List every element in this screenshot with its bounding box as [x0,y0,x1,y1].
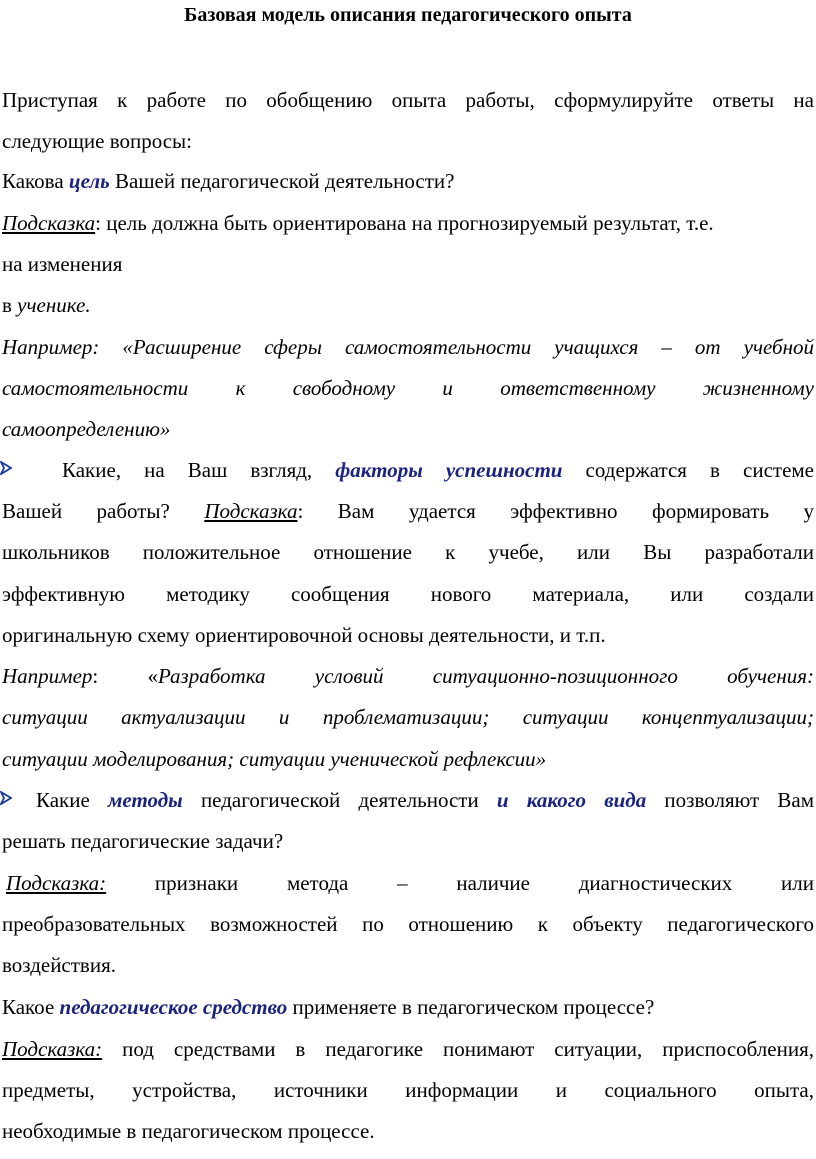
hint-goal-prep: в [2,293,18,317]
hint-means-text: под средствами в педагогике понимают ситуации, приспособления, [102,1037,814,1061]
question-means [2,997,814,1018]
question-factors-suffix: содержатся в системе [562,458,815,482]
hint-goal-text: : цель должна быть ориентирована на прогнозируемый результат, т.е. [95,211,714,235]
example-factors-quote: : « [92,664,159,688]
intro-line-2: следующие вопросы: [2,129,192,153]
example-factors-text: Разработка условий ситуационно-позиционного обучения: [158,664,814,688]
hint-means-line-1 [2,1039,814,1060]
question-methods-prefix: Какие [36,788,109,812]
question-goal-suffix: Вашей педагогической деятельности? [109,169,455,193]
example-factors-line-1 [2,666,814,687]
question-methods-line-2: решать педагогические задачи? [2,829,284,853]
question-methods-mid: педагогической деятельности [182,788,497,812]
hint-goal-line-1 [2,213,814,234]
question-factors-line-1 [62,460,814,481]
hint-methods-line-1 [6,873,814,894]
example-factors-line-3: ситуации моделирования; ситуации ученической рефлексии» [2,747,547,771]
example-goal-line-3: самоопределению» [2,417,171,441]
example-goal-line-2: самостоятельности к свободному и ответственному жизненному [2,376,814,400]
question-means-suffix: применяете в педагогическом процессе? [287,995,655,1019]
example-goal-line-1: Например: «Расширение сферы самостоятельности учащихся – от учебной [2,335,814,359]
hint-methods-line-2: преобразовательных возможностей по отношению к объекту педагогического [2,912,814,936]
hint-means-line-3: необходимые в педагогическом процессе. [2,1119,375,1143]
keyword-methods: методы [108,788,183,812]
hint-label: Подсказка [2,211,96,235]
keyword-means: педагогическое средство [59,995,288,1019]
question-factors-l2-suffix: : Вам удается эффективно формировать у [297,499,814,523]
hint-label: Подсказка: [2,1037,103,1061]
keyword-factors: факторы успешности [335,458,563,482]
hint-methods-text: признаки метода – наличие диагностических или [106,871,814,895]
hint-methods-line-3: воздействия. [2,953,116,977]
hint-goal-line-2: на изменения [2,252,123,276]
hint-goal-italic: ученике. [17,293,91,317]
question-means-prefix: Какое [2,995,60,1019]
example-label: Например [2,664,93,688]
question-factors-prefix: Какие, на Ваш взгляд, [62,458,336,482]
arrow-bullet-icon [0,461,12,475]
hint-goal-line-3 [2,295,814,316]
question-factors-l2-prefix: Вашей работы? [2,499,205,523]
question-goal-prefix: Какова [2,169,69,193]
arrow-bullet-icon [0,791,12,805]
keyword-goal: цель [68,169,110,193]
page-title: Базовая модель описания педагогического опыта [184,4,632,26]
example-factors-line-2: ситуации актуализации и проблематизации; ситуации концептуализации; [2,705,814,729]
question-factors-line-2 [2,501,814,522]
intro-line-1: Приступая к работе по обобщению опыта работы, сформулируйте ответы на [2,88,814,112]
question-factors-line-5: оригинальную схему ориентировочной основы деятельности, и т.п. [2,623,606,647]
keyword-kind: и какого вида [496,788,647,812]
question-factors-line-3: школьников положительное отношение к учебе, или Вы разработали [2,540,814,564]
hint-means-line-2: предметы, устройства, источники информации и социального опыта, [2,1078,814,1102]
question-goal [2,171,814,192]
question-methods-line-1 [36,790,814,811]
hint-label: Подсказка [204,499,298,523]
question-methods-suffix: позволяют Вам [646,788,815,812]
hint-label: Подсказка: [6,871,107,895]
question-factors-line-4: эффективную методику сообщения нового материала, или создали [2,582,814,606]
